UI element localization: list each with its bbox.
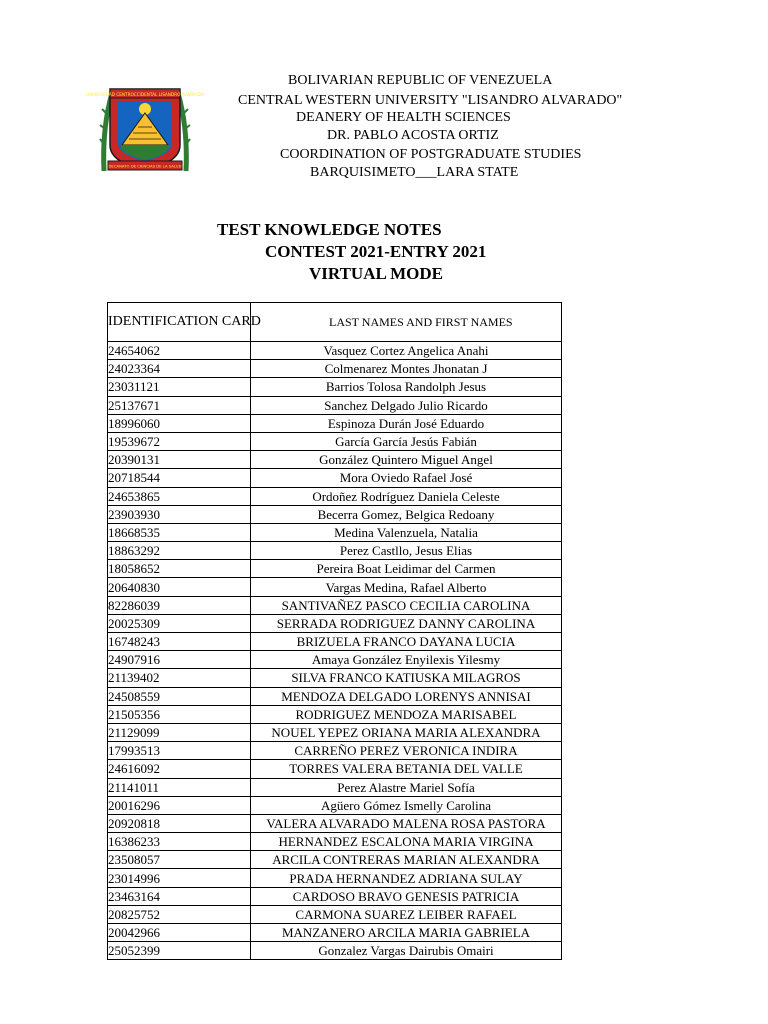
identification-card-cell: 16748243	[108, 633, 251, 651]
full-name-cell: Agüero Gómez Ismelly Carolina	[251, 796, 562, 814]
table-row	[108, 451, 562, 469]
table-row	[108, 760, 562, 778]
full-name-cell: RODRIGUEZ MENDOZA MARISABEL	[251, 705, 562, 723]
full-name-cell: HERNANDEZ ESCALONA MARIA VIRGINA	[251, 833, 562, 851]
identification-card-cell: 23903930	[108, 505, 251, 523]
identification-card-cell: 24508559	[108, 687, 251, 705]
header-location: BARQUISIMETO___LARA STATE	[310, 165, 519, 180]
title-mode: VIRTUAL MODE	[309, 264, 443, 283]
identification-card-cell: 20920818	[108, 814, 251, 832]
identification-card-cell: 18996060	[108, 414, 251, 432]
full-name-cell: SILVA FRANCO KATIUSKA MILAGROS	[251, 669, 562, 687]
table-row	[108, 523, 562, 541]
table-row	[108, 469, 562, 487]
identification-card-cell: 20640830	[108, 578, 251, 596]
table-row	[108, 887, 562, 905]
full-name-cell: Colmenarez Montes Jhonatan J	[251, 360, 562, 378]
column-header-name: LAST NAMES AND FIRST NAMES	[251, 303, 562, 342]
identification-card-cell: 21141011	[108, 778, 251, 796]
identification-card-cell: 25137671	[108, 396, 251, 414]
full-name-cell: Pereira Boat Leidimar del Carmen	[251, 560, 562, 578]
identification-card-cell: 23031121	[108, 378, 251, 396]
identification-card-cell: 17993513	[108, 742, 251, 760]
table-row	[108, 814, 562, 832]
table-row	[108, 851, 562, 869]
identification-card-cell: 24653865	[108, 487, 251, 505]
table-row	[108, 942, 562, 960]
identification-card-cell: 25052399	[108, 942, 251, 960]
full-name-cell: SERRADA RODRIGUEZ DANNY CAROLINA	[251, 614, 562, 632]
identification-card-cell: 21505356	[108, 705, 251, 723]
full-name-cell: Barrios Tolosa Randolph Jesus	[251, 378, 562, 396]
table-row	[108, 633, 562, 651]
full-name-cell: Medina Valenzuela, Natalia	[251, 523, 562, 541]
title-contest: CONTEST 2021-ENTRY 2021	[265, 242, 487, 261]
header-university: CENTRAL WESTERN UNIVERSITY "LISANDRO ALVARADO"	[238, 93, 623, 108]
identification-card-cell: 20390131	[108, 451, 251, 469]
header-coordination: COORDINATION OF POSTGRADUATE STUDIES	[280, 147, 582, 162]
identification-card-cell: 24616092	[108, 760, 251, 778]
full-name-cell: Vasquez Cortez Angelica Anahi	[251, 342, 562, 360]
header-country: BOLIVARIAN REPUBLIC OF VENEZUELA	[288, 73, 553, 88]
full-name-cell: MANZANERO ARCILA MARIA GABRIELA	[251, 924, 562, 942]
table-row	[108, 432, 562, 450]
results-table	[107, 302, 562, 960]
emblem-bottom-text: DECANATO DE CIENCIAS DE LA SALUD	[108, 163, 182, 169]
table-row	[108, 651, 562, 669]
full-name-cell: NOUEL YEPEZ ORIANA MARIA ALEXANDRA	[251, 723, 562, 741]
full-name-cell: Perez Alastre Mariel Sofía	[251, 778, 562, 796]
table-row	[108, 614, 562, 632]
identification-card-cell: 20025309	[108, 614, 251, 632]
table-row	[108, 505, 562, 523]
table-row	[108, 778, 562, 796]
table-row	[108, 342, 562, 360]
table-body	[108, 342, 562, 960]
table-row	[108, 796, 562, 814]
table-row	[108, 596, 562, 614]
table-row	[108, 378, 562, 396]
table-row	[108, 669, 562, 687]
full-name-cell: Sanchez Delgado Julio Ricardo	[251, 396, 562, 414]
full-name-cell: ARCILA CONTRERAS MARIAN ALEXANDRA	[251, 851, 562, 869]
full-name-cell: Gonzalez Vargas Dairubis Omairi	[251, 942, 562, 960]
identification-card-cell: 20718544	[108, 469, 251, 487]
identification-card-cell: 24907916	[108, 651, 251, 669]
university-emblem	[85, 83, 205, 173]
identification-card-cell: 24023364	[108, 360, 251, 378]
header-dean-name: DR. PABLO ACOSTA ORTIZ	[327, 128, 499, 143]
identification-card-cell: 23508057	[108, 851, 251, 869]
full-name-cell: BRIZUELA FRANCO DAYANA LUCIA	[251, 633, 562, 651]
header-deanery: DEANERY OF HEALTH SCIENCES	[296, 110, 511, 125]
identification-card-cell: 18058652	[108, 560, 251, 578]
identification-card-cell: 18863292	[108, 542, 251, 560]
table-header-row	[108, 303, 562, 342]
full-name-cell: MENDOZA DELGADO LORENYS ANNISAI	[251, 687, 562, 705]
identification-card-cell: 23463164	[108, 887, 251, 905]
table-row	[108, 414, 562, 432]
identification-card-cell: 24654062	[108, 342, 251, 360]
emblem-top-text: UNIVERSIDAD CENTROCCIDENTAL LISANDRO ALVARADO	[85, 92, 205, 97]
full-name-cell: SANTIVAÑEZ PASCO CECILIA CAROLINA	[251, 596, 562, 614]
full-name-cell: VALERA ALVARADO MALENA ROSA PASTORA	[251, 814, 562, 832]
full-name-cell: CARMONA SUAREZ LEIBER RAFAEL	[251, 905, 562, 923]
full-name-cell: Ordoñez Rodríguez Daniela Celeste	[251, 487, 562, 505]
identification-card-cell: 18668535	[108, 523, 251, 541]
full-name-cell: Mora Oviedo Rafael José	[251, 469, 562, 487]
full-name-cell: Becerra Gomez, Belgica Redoany	[251, 505, 562, 523]
full-name-cell: González Quintero Miguel Angel	[251, 451, 562, 469]
full-name-cell: TORRES VALERA BETANIA DEL VALLE	[251, 760, 562, 778]
table-row	[108, 905, 562, 923]
full-name-cell: CARREÑO PEREZ VERONICA INDIRA	[251, 742, 562, 760]
identification-card-cell: 20042966	[108, 924, 251, 942]
identification-card-cell: 20016296	[108, 796, 251, 814]
table-row	[108, 396, 562, 414]
title-test-notes: TEST KNOWLEDGE NOTES	[217, 220, 442, 239]
table-row	[108, 542, 562, 560]
table-row	[108, 687, 562, 705]
table-row	[108, 924, 562, 942]
identification-card-cell: 20825752	[108, 905, 251, 923]
table-row	[108, 578, 562, 596]
table-row	[108, 742, 562, 760]
table-row	[108, 560, 562, 578]
full-name-cell: Perez Castllo, Jesus Elias	[251, 542, 562, 560]
full-name-cell: CARDOSO BRAVO GENESIS PATRICIA	[251, 887, 562, 905]
table-row	[108, 487, 562, 505]
identification-card-cell: 21129099	[108, 723, 251, 741]
identification-card-cell: 82286039	[108, 596, 251, 614]
identification-card-cell: 16386233	[108, 833, 251, 851]
identification-card-cell: 21139402	[108, 669, 251, 687]
table-row	[108, 360, 562, 378]
column-header-id: IDENTIFICATION CARD	[108, 303, 251, 342]
full-name-cell: Vargas Medina, Rafael Alberto	[251, 578, 562, 596]
identification-card-cell: 19539672	[108, 432, 251, 450]
identification-card-cell: 23014996	[108, 869, 251, 887]
table-row	[108, 705, 562, 723]
full-name-cell: PRADA HERNANDEZ ADRIANA SULAY	[251, 869, 562, 887]
full-name-cell: Espinoza Durán José Eduardo	[251, 414, 562, 432]
table-row	[108, 869, 562, 887]
full-name-cell: García García Jesús Fabián	[251, 432, 562, 450]
full-name-cell: Amaya González Enyilexis Yilesmy	[251, 651, 562, 669]
table-row	[108, 833, 562, 851]
table-row	[108, 723, 562, 741]
